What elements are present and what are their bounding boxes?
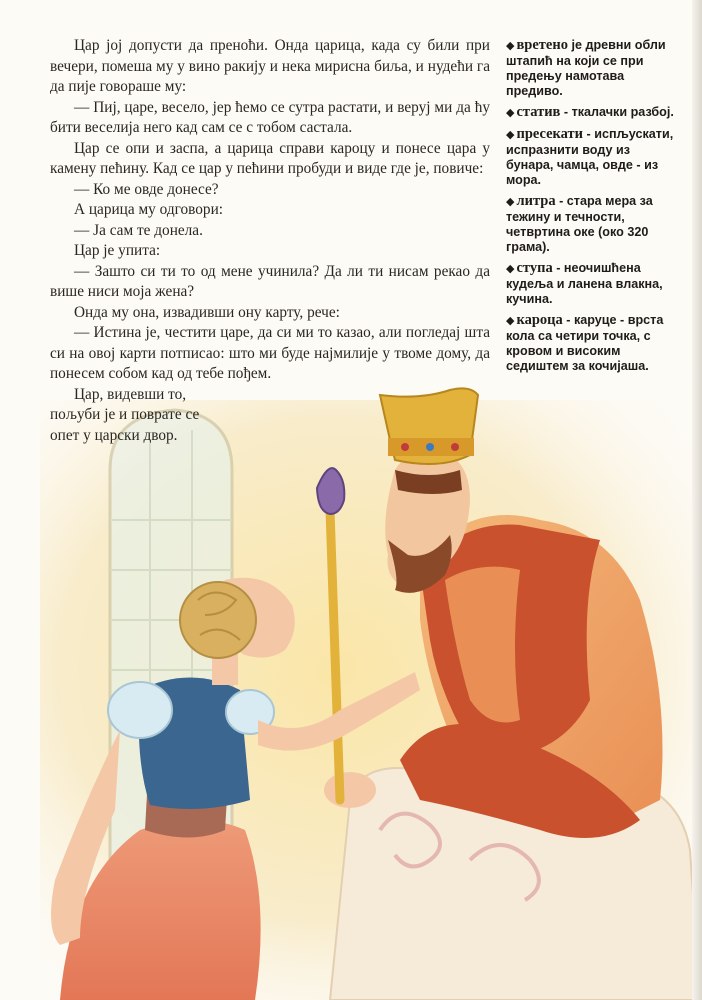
diamond-bullet-icon: ◆: [506, 129, 515, 141]
story-paragraph: Онда му она, извадивши ону карту, рече:: [74, 303, 340, 321]
page-edge-shadow: [692, 0, 702, 1000]
glossary-term: литра: [516, 193, 556, 209]
diamond-bullet-icon: ◆: [506, 315, 515, 327]
glossary-definition: је древни обли штапић на који се при предењу намотава предиво.: [506, 38, 666, 98]
glossary-entry: [506, 313, 678, 374]
story-paragraph: Цар јој допусти да преноћи. Онда царица, када су били при вечери, помеша му у вино ракију и нека мирисна биља, и нудећи га да пије говораше му:: [50, 37, 490, 95]
glossary-definition: - ткалачки разбој.: [560, 105, 674, 119]
story-paragraph: — Пиј, царе, весело, јер ћемо се сутра растати, и веруј ми да ћу бити веселија него кад сам се с тобом састала.: [50, 98, 490, 136]
diamond-bullet-icon: ◆: [506, 196, 515, 208]
glossary-entry: [506, 127, 678, 188]
story-paragraph: Цар, видевши то, пољуби је и поврате се опет у царски двор.: [50, 385, 200, 444]
story-paragraph: — Истина је, честити царе, да си ми то казао, али погледај шта си на овој карти потписао: што ми буде најмилије у твоме дому, да понесем собом кад од тебе пођем.: [50, 324, 490, 382]
glossary-entry: [506, 261, 678, 307]
glossary-entry: [506, 38, 678, 99]
story-paragraph: А царица му одговори:: [74, 201, 224, 218]
story-paragraph: — Зашто си ти то од мене учинила? Да ли ти нисам рекао да више ниси моја жена?: [50, 262, 490, 300]
glossary-term: кароца: [516, 312, 563, 328]
diamond-bullet-icon: ◆: [506, 263, 515, 275]
glossary-entry: [506, 105, 678, 121]
glossary-term: вретено: [516, 37, 568, 53]
glossary-entry: [506, 194, 678, 255]
diamond-bullet-icon: ◆: [506, 40, 515, 52]
story-paragraph: — Ко ме овде донесе?: [74, 180, 219, 198]
glossary-definition: - неочишћена кудеља и ланена влакна, кучина.: [506, 261, 663, 306]
glossary-sidebar: [506, 38, 678, 380]
story-text: [50, 36, 490, 446]
glossary-term: ступа: [516, 260, 553, 276]
glossary-term: статив: [516, 104, 561, 120]
diamond-bullet-icon: ◆: [506, 107, 515, 119]
story-paragraph: Цар је упита:: [74, 242, 161, 259]
glossary-term: пресекати: [516, 126, 584, 142]
story-paragraph: — Ја сам те донела.: [74, 221, 203, 239]
story-paragraph: Цар се опи и заспа, а царица справи кароцу и понесе цара у камену пећину. Кад се цар у пећини пробуди и виде где је, повиче:: [50, 139, 490, 177]
glossary-definition: - каруце - врста кола са четири точка, с кровом и високим седиштем за кочијаша.: [506, 313, 664, 373]
glossary-definition: - стара мера за тежину и течности, четвртина оке (око 320 грама).: [506, 194, 653, 254]
glossary-definition: - испљускати, испразнити воду из бунара, чамца, овде - из мора.: [506, 127, 674, 187]
